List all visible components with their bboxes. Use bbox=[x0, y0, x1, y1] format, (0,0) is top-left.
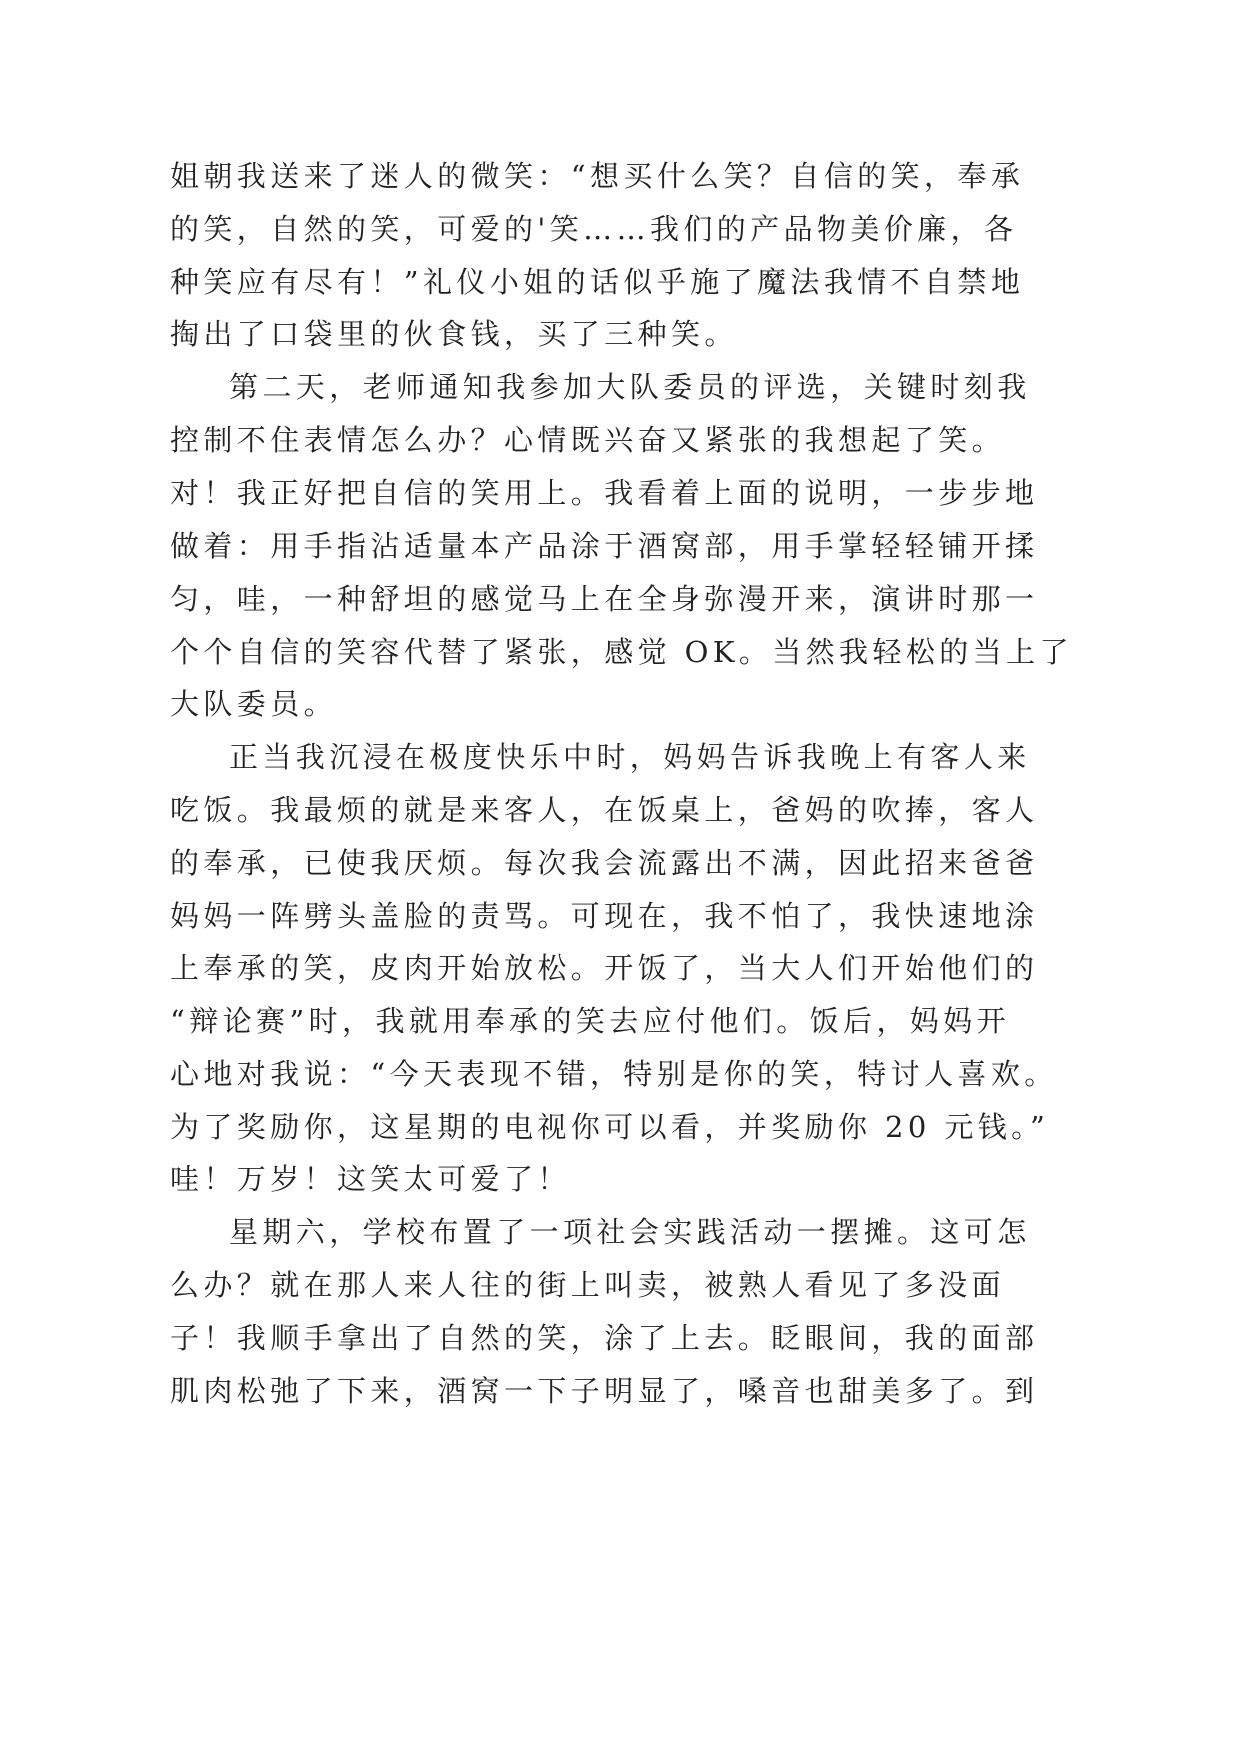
text-line: 姐朝我送来了迷人的微笑：“想买什么笑？自信的笑，奉承 bbox=[170, 159, 1025, 193]
text-line: “辩论赛”时，我就用奉承的笑去应付他们。饭后，妈妈开 bbox=[170, 1004, 1011, 1038]
text-line: 对！我正好把自信的笑用上。我看着上面的说明，一步步地 bbox=[170, 476, 1039, 510]
text-line: 心地对我说：“今天表现不错，特别是你的笑，特讨人喜欢。 bbox=[170, 1057, 1058, 1091]
text-line: 做着：用手指沾适量本产品涂于酒窝部，用手掌轻轻铺开揉 bbox=[170, 529, 1039, 563]
text-line: 的奉承，已使我厌烦。每次我会流露出不满，因此招来爸爸 bbox=[170, 846, 1039, 880]
text-line: 吃饭。我最烦的就是来客人，在饭桌上，爸妈的吹捧，客人 bbox=[170, 793, 1039, 827]
paragraph-first-line: 正当我沉浸在极度快乐中时，妈妈告诉我晚上有客人来 bbox=[229, 740, 1031, 774]
text-line: 个个自信的笑容代替了紧张，感觉 OK。当然我轻松的当上了 bbox=[170, 635, 1073, 669]
text-line: 上奉承的笑，皮肉开始放松。开饭了，当大人们开始他们的 bbox=[170, 951, 1039, 985]
text-line: 的笑，自然的笑，可爱的'笑……我们的产品物美价廉，各 bbox=[170, 212, 1018, 246]
text-line: 么办？就在那人来人往的街上叫卖，被熟人看见了多没面 bbox=[170, 1268, 1006, 1302]
text-line: 匀，哇，一种舒坦的感觉马上在全身弥漫开来，演讲时那一 bbox=[170, 582, 1039, 616]
text-line: 控制不住表情怎么办？心情既兴奋又紧张的我想起了笑。 bbox=[170, 423, 1006, 457]
paragraph-first-line: 星期六，学校布置了一项社会实践活动一摆摊。这可怎 bbox=[229, 1215, 1031, 1249]
text-line: 子！我顺手拿出了自然的笑，涂了上去。眨眼间，我的面部 bbox=[170, 1321, 1039, 1355]
text-line: 为了奖励你，这星期的电视你可以看，并奖励你 20 元钱。” bbox=[170, 1110, 1050, 1144]
paragraph-first-line: 第二天，老师通知我参加大队委员的评选，关键时刻我 bbox=[229, 370, 1031, 404]
text-line: 哇！万岁！这笑太可爱了！ bbox=[170, 1162, 571, 1196]
text-line: 大队委员。 bbox=[170, 687, 338, 721]
text-line: 妈妈一阵劈头盖脸的责骂。可现在，我不怕了，我快速地涂 bbox=[170, 899, 1039, 933]
text-line: 种笑应有尽有！”礼仪小姐的话似乎施了魔法我情不自禁地 bbox=[170, 265, 1025, 299]
text-line: 肌肉松弛了下来，酒窝一下子明显了，嗓音也甜美多了。到 bbox=[170, 1374, 1039, 1408]
text-line: 掏出了口袋里的伙食钱，买了三种笑。 bbox=[170, 317, 738, 351]
